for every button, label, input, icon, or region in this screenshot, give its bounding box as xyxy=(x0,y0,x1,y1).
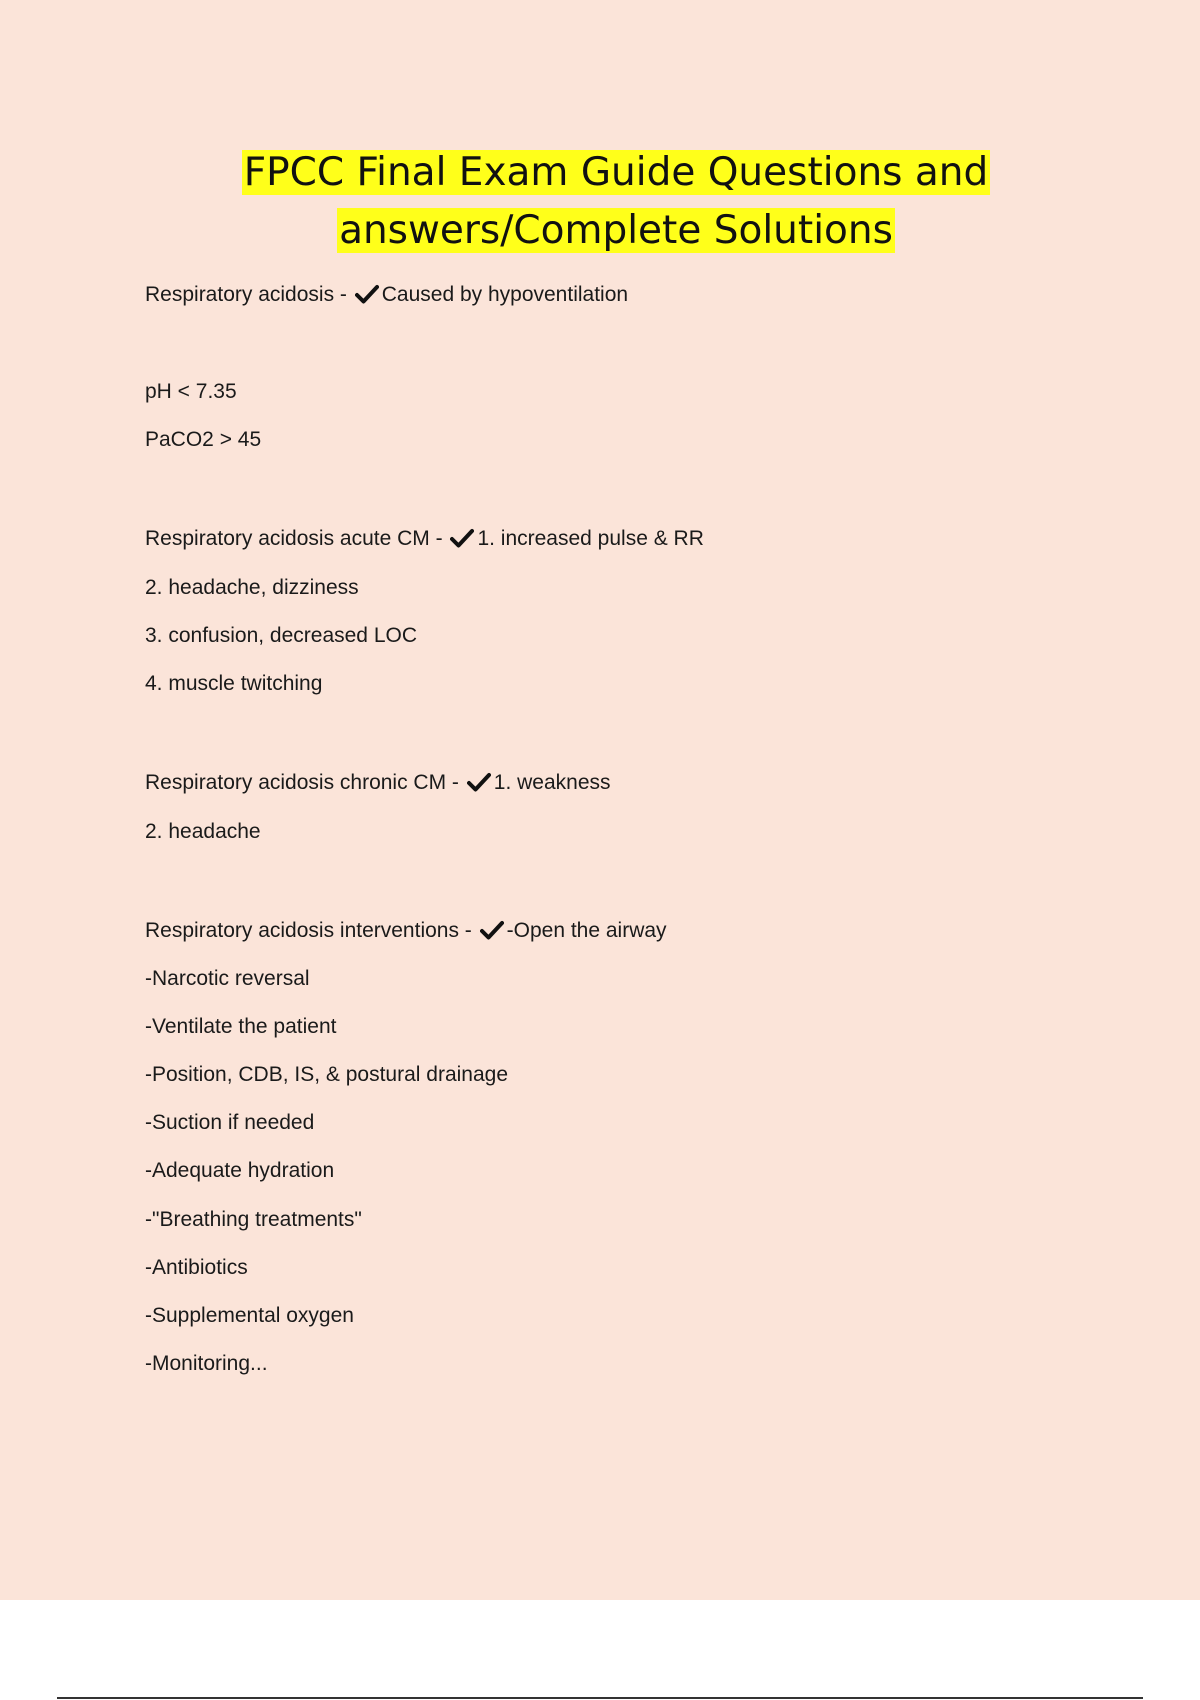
answer-line: -Adequate hydration xyxy=(145,1159,335,1182)
answer-line: -"Breathing treatments" xyxy=(145,1208,362,1231)
footer-divider xyxy=(57,1697,1143,1699)
title-line-2: answers/Complete Solutions xyxy=(339,208,893,253)
question-answer: 1. weakness xyxy=(493,771,611,794)
answer-line: -Supplemental oxygen xyxy=(145,1304,354,1327)
question-answer: -Open the airway xyxy=(506,919,667,942)
question-term: Respiratory acidosis chronic CM - xyxy=(145,771,465,794)
answer-line: -Position, CDB, IS, & postural drainage xyxy=(145,1063,509,1086)
question-interventions xyxy=(145,918,667,944)
question-chronic-cm xyxy=(145,770,611,796)
answer-line: -Ventilate the patient xyxy=(145,1015,337,1038)
question-term: Respiratory acidosis acute CM - xyxy=(145,527,449,550)
answer-line: -Suction if needed xyxy=(145,1111,315,1134)
answer-line: 3. confusion, decreased LOC xyxy=(145,624,417,647)
title-line-1: FPCC Final Exam Guide Questions and xyxy=(243,150,989,195)
question-term: Respiratory acidosis - xyxy=(145,283,353,306)
question-respiratory-acidosis xyxy=(145,282,628,308)
answer-line: 4. muscle twitching xyxy=(145,672,323,695)
check-icon xyxy=(467,772,491,792)
question-answer: Caused by hypoventilation xyxy=(381,283,629,306)
answer-line: pH < 7.35 xyxy=(145,380,237,403)
answer-line: 2. headache xyxy=(145,820,261,843)
question-answer: 1. increased pulse & RR xyxy=(477,527,704,550)
question-acute-cm xyxy=(145,526,704,552)
check-icon xyxy=(355,284,379,304)
answer-line: -Narcotic reversal xyxy=(145,967,310,990)
question-term: Respiratory acidosis interventions - xyxy=(145,919,478,942)
answer-line: -Monitoring... xyxy=(145,1352,268,1375)
check-icon xyxy=(450,528,474,548)
answer-line: -Antibiotics xyxy=(145,1256,248,1279)
answer-line: 2. headache, dizziness xyxy=(145,576,359,599)
answer-line: PaCO2 > 45 xyxy=(145,428,262,451)
document-title xyxy=(0,144,1200,260)
check-icon xyxy=(480,920,504,940)
